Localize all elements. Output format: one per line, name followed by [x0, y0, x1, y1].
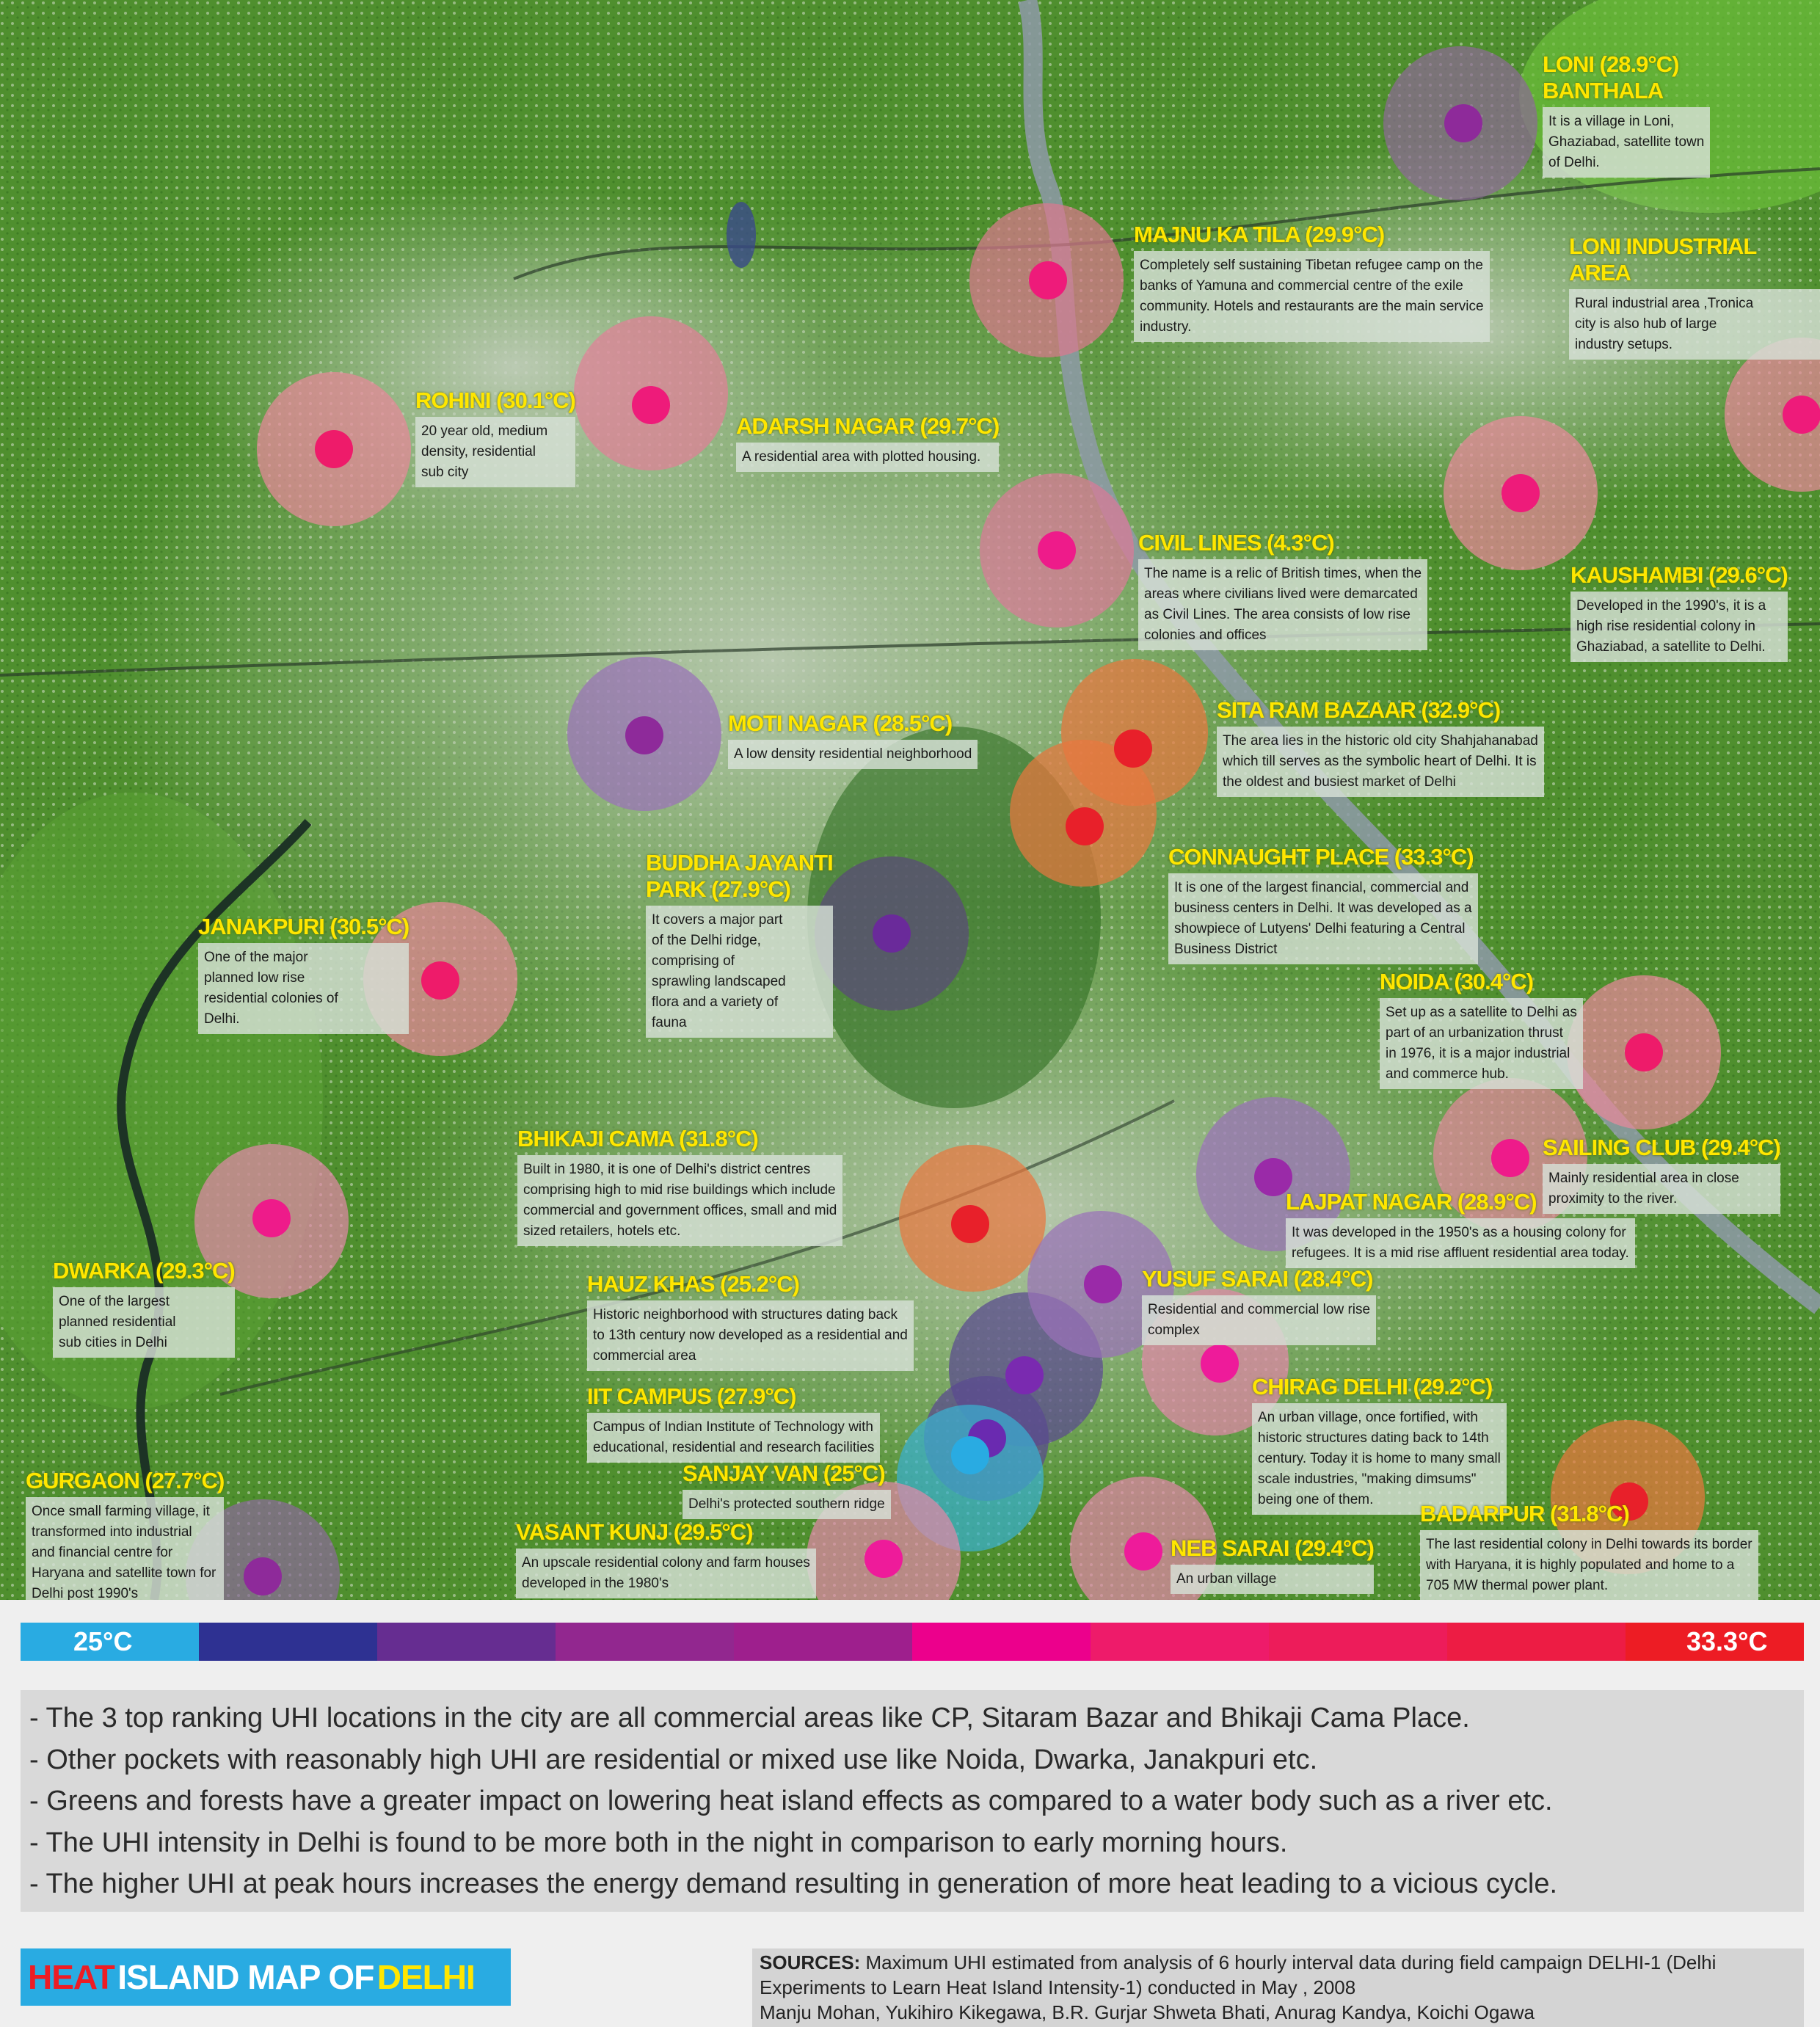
location-marker-dwarka[interactable]: [252, 1199, 291, 1237]
location-description: Residential and commercial low rise complex: [1142, 1295, 1376, 1345]
location-marker-moti-nagar[interactable]: [625, 716, 663, 754]
location-marker-sita-ram-bazaar[interactable]: [1114, 729, 1152, 768]
location-description: An urban village, once fortified, with historic structures dating back to 14th century. Today it is home to many small scale industries, "making dimsums" being one of them.: [1252, 1403, 1507, 1515]
location-marker-east-edge[interactable]: [1783, 396, 1820, 434]
location-marker-noida[interactable]: [1625, 1033, 1663, 1071]
location-description: It is one of the largest financial, commercial and business centers in Delhi. It was developed as a showpiece of Lutyens' Delhi featuring a Central Business District: [1168, 873, 1478, 964]
note-item: - The 3 top ranking UHI locations in the city are all commercial areas like CP, Sitaram Bazar and Bhikaji Cama Place.: [29, 1703, 1470, 1733]
location-label-sanjay-van: [682, 1460, 891, 1519]
location-marker-vasant-kunj[interactable]: [864, 1540, 903, 1578]
location-label-dwarka: [53, 1258, 235, 1358]
location-description: A low density residential neighborhood: [728, 740, 978, 769]
location-title: CIVIL LINES (4.3°C): [1138, 530, 1334, 556]
location-label-loni-banthala: [1543, 51, 1710, 178]
location-marker-gurgaon[interactable]: [244, 1557, 282, 1595]
location-label-badarpur: [1420, 1501, 1758, 1600]
location-label-yusuf-sarai: [1142, 1266, 1376, 1345]
location-description: 20 year old, medium density, residential sub city: [415, 417, 575, 487]
note-item: - The higher UHI at peak hours increases the energy demand resulting in generation of more heat leading to a vicious cycle.: [29, 1868, 1558, 1899]
note-item: - The UHI intensity in Delhi is found to be more both in the night in comparison to early morning hours.: [29, 1827, 1288, 1858]
location-description: It is a village in Loni, Ghaziabad, satellite town of Delhi.: [1543, 107, 1710, 178]
location-marker-janakpuri[interactable]: [421, 961, 459, 1000]
location-title: DWARKA (29.3°C): [53, 1258, 235, 1284]
location-label-rohini: [415, 387, 575, 487]
location-description: It covers a major part of the Delhi ridge, comprising of sprawling landscaped flora and a variety of fauna: [646, 906, 833, 1038]
location-label-buddha-jayanti-park: [646, 850, 833, 1038]
location-label-janakpuri: [198, 914, 409, 1034]
location-title: SANJAY VAN (25°C): [682, 1460, 885, 1486]
location-label-majnu-ka-tila: [1134, 222, 1490, 342]
note-item: - Greens and forests have a greater impact on lowering heat island effects as compared to a water body such as a river etc.: [29, 1786, 1553, 1816]
location-label-lajpat-nagar: [1286, 1189, 1635, 1268]
sources-label: SOURCES:: [760, 1951, 861, 1973]
scale-min-label: 25°C: [73, 1626, 133, 1656]
location-label-moti-nagar: [728, 710, 978, 769]
location-label-civil-lines: [1138, 530, 1427, 650]
location-title: YUSUF SARAI (28.4°C): [1142, 1266, 1373, 1292]
location-marker-rohini[interactable]: [315, 430, 353, 468]
location-description: It was developed in the 1950's as a housing colony for refugees. It is a mid rise affluent residential area today.: [1286, 1218, 1635, 1268]
location-title: NEB SARAI (29.4°C): [1171, 1535, 1374, 1561]
location-label-chirag-delhi: [1252, 1374, 1507, 1515]
location-label-noida: [1380, 969, 1583, 1089]
scale-swatch: [1269, 1623, 1447, 1661]
location-label-sita-ram-bazaar: [1217, 697, 1544, 797]
location-marker-loni-banthala[interactable]: [1444, 104, 1482, 142]
location-marker-adarsh-nagar[interactable]: [632, 386, 670, 424]
sources-line: Experiments to Learn Heat Island Intensity-1) conducted in May , 2008: [760, 1976, 1356, 1998]
scale-swatch: [377, 1623, 556, 1661]
findings-notes: [21, 1690, 1804, 1912]
location-title: KAUSHAMBI (29.6°C): [1570, 562, 1788, 588]
location-description: The last residential colony in Delhi towards its border with Haryana, it is highly populated and home to a 705 MW thermal power plant.: [1420, 1530, 1758, 1600]
location-title: JANAKPURI (30.5°C): [198, 914, 410, 939]
location-marker-neb-sarai[interactable]: [1124, 1532, 1162, 1571]
location-label-adarsh-nagar: [736, 413, 999, 472]
location-title: VASANT KUNJ (29.5°C): [516, 1519, 753, 1545]
location-description: One of the largest planned residential sub cities in Delhi: [53, 1287, 235, 1358]
location-label-gurgaon: [26, 1468, 224, 1600]
location-title: CONNAUGHT PLACE (33.3°C): [1168, 844, 1474, 870]
location-title: ROHINI (30.1°C): [415, 387, 575, 413]
location-description: Completely self sustaining Tibetan refugee camp on the banks of Yamuna and commercial centre of the exile community. Hotels and restaurants are the main service industry.: [1134, 251, 1490, 342]
location-marker-hauz-khas[interactable]: [1005, 1356, 1044, 1394]
location-title: MAJNU KA TILA (29.9°C): [1134, 222, 1385, 247]
location-marker-bhikaji-cama[interactable]: [951, 1205, 989, 1243]
sources-box: [752, 1948, 1804, 2027]
location-description: An upscale residential colony and farm houses developed in the 1980's: [516, 1549, 816, 1598]
location-description: Delhi's protected southern ridge: [682, 1490, 891, 1519]
title-middle: ISLAND MAP OF: [117, 1958, 374, 1996]
location-title: BADARPUR (31.8°C): [1420, 1501, 1629, 1526]
location-marker-sailing-club[interactable]: [1491, 1139, 1529, 1177]
location-title: CHIRAG DELHI (29.2°C): [1252, 1374, 1493, 1400]
sources-line: Maximum UHI estimated from analysis of 6 hourly interval data during field campaign DELHI-1 (Delhi: [865, 1951, 1717, 1973]
location-description: Historic neighborhood with structures dating back to 13th century now developed as a residential and commercial area: [587, 1300, 914, 1371]
sources-authors: Manju Mohan, Yukihiro Kikegawa, B.R. Gurjar Shweta Bhati, Anurag Kandya, Koichi Ogawa: [760, 2001, 1535, 2023]
scale-swatch: [734, 1623, 912, 1661]
location-description: Mainly residential area in close proximity to the river.: [1543, 1164, 1780, 1214]
location-title: SAILING CLUB (29.4°C): [1543, 1135, 1780, 1160]
location-description: Campus of Indian Institute of Technology with educational, residential and research facilities: [587, 1413, 880, 1463]
location-label-iit-campus: [587, 1383, 880, 1463]
location-marker-buddha-jayanti-park[interactable]: [873, 914, 911, 953]
location-label-neb-sarai: [1171, 1535, 1374, 1594]
scale-swatch: [1447, 1623, 1626, 1661]
location-title: LONI INDUSTRIAL AREA: [1569, 233, 1756, 285]
location-label-hauz-khas: [587, 1271, 914, 1371]
location-marker-civil-lines[interactable]: [1038, 531, 1076, 569]
location-title: HAUZ KHAS (25.2°C): [587, 1271, 799, 1297]
location-marker-chirag-delhi[interactable]: [1201, 1344, 1239, 1383]
scale-swatch: [199, 1623, 377, 1661]
map-title: [21, 1948, 511, 2006]
title-heat: HEAT: [28, 1958, 114, 1996]
note-item: - Other pockets with reasonably high UHI are residential or mixed use like Noida, Dwarka, Janakpuri etc.: [29, 1744, 1318, 1775]
location-description: A residential area with plotted housing.: [736, 443, 999, 472]
location-description: Set up as a satellite to Delhi as part of an urbanization thrust in 1976, it is a major industrial and commerce hub.: [1380, 998, 1583, 1089]
location-marker-yusuf-sarai[interactable]: [1084, 1265, 1122, 1303]
location-marker-sanjay-van[interactable]: [951, 1436, 989, 1474]
scale-swatch: [556, 1623, 734, 1661]
location-title: IIT CAMPUS (27.9°C): [587, 1383, 796, 1409]
location-label-kaushambi: [1570, 562, 1788, 662]
location-label-vasant-kunj: [516, 1519, 816, 1598]
location-title: LAJPAT NAGAR (28.9°C): [1286, 1189, 1537, 1215]
scale-swatch: [1091, 1623, 1269, 1661]
scale-max-label: 33.3°C: [1686, 1626, 1768, 1656]
location-label-bhikaji-cama: [517, 1126, 842, 1246]
location-title: MOTI NAGAR (28.5°C): [728, 710, 953, 736]
location-description: Developed in the 1990's, it is a high rise residential colony in Ghaziabad, a satellite to Delhi.: [1570, 592, 1788, 662]
location-label-connaught-place: [1168, 844, 1478, 964]
temperature-scale: [21, 1623, 1804, 1661]
location-title: BHIKAJI CAMA (31.8°C): [517, 1126, 758, 1151]
location-description: Built in 1980, it is one of Delhi's district centres comprising high to mid rise buildings which include commercial and government offices, small and mid sized retailers, hotels etc.: [517, 1155, 842, 1246]
location-description: Once small farming village, it transformed into industrial and financial centre for Haryana and satellite town for Delhi post 1990's: [26, 1497, 224, 1600]
location-title: GURGAON (27.7°C): [26, 1468, 225, 1493]
location-marker-kaushambi[interactable]: [1502, 474, 1540, 512]
location-marker-majnu-ka-tila[interactable]: [1029, 261, 1067, 299]
location-description: The name is a relic of British times, when the areas where civilians lived were demarcated as Civil Lines. The area consists of low rise colonies and offices: [1138, 559, 1427, 650]
location-description: Rural industrial area ,Tronica city is also hub of large industry setups.: [1569, 289, 1820, 360]
title-delhi: DELHI: [376, 1958, 475, 1996]
location-description: An urban village: [1171, 1565, 1374, 1594]
location-title: ADARSH NAGAR (29.7°C): [736, 413, 1000, 439]
location-marker-connaught-place[interactable]: [1066, 807, 1104, 845]
location-description: One of the major planned low rise residential colonies of Delhi.: [198, 943, 409, 1034]
location-description: The area lies in the historic old city Shahjahanabad which till serves as the symbolic heart of Delhi. It is the oldest and busiest market of Delhi: [1217, 727, 1544, 797]
location-title: SITA RAM BAZAAR (32.9°C): [1217, 697, 1501, 723]
location-title: NOIDA (30.4°C): [1380, 969, 1534, 994]
location-title: BUDDHA JAYANTI PARK (27.9°C): [646, 850, 833, 902]
location-title: LONI (28.9°C) BANTHALA: [1543, 51, 1679, 103]
scale-swatch: [912, 1623, 1091, 1661]
location-label-loni-industrial-area: [1569, 233, 1820, 360]
